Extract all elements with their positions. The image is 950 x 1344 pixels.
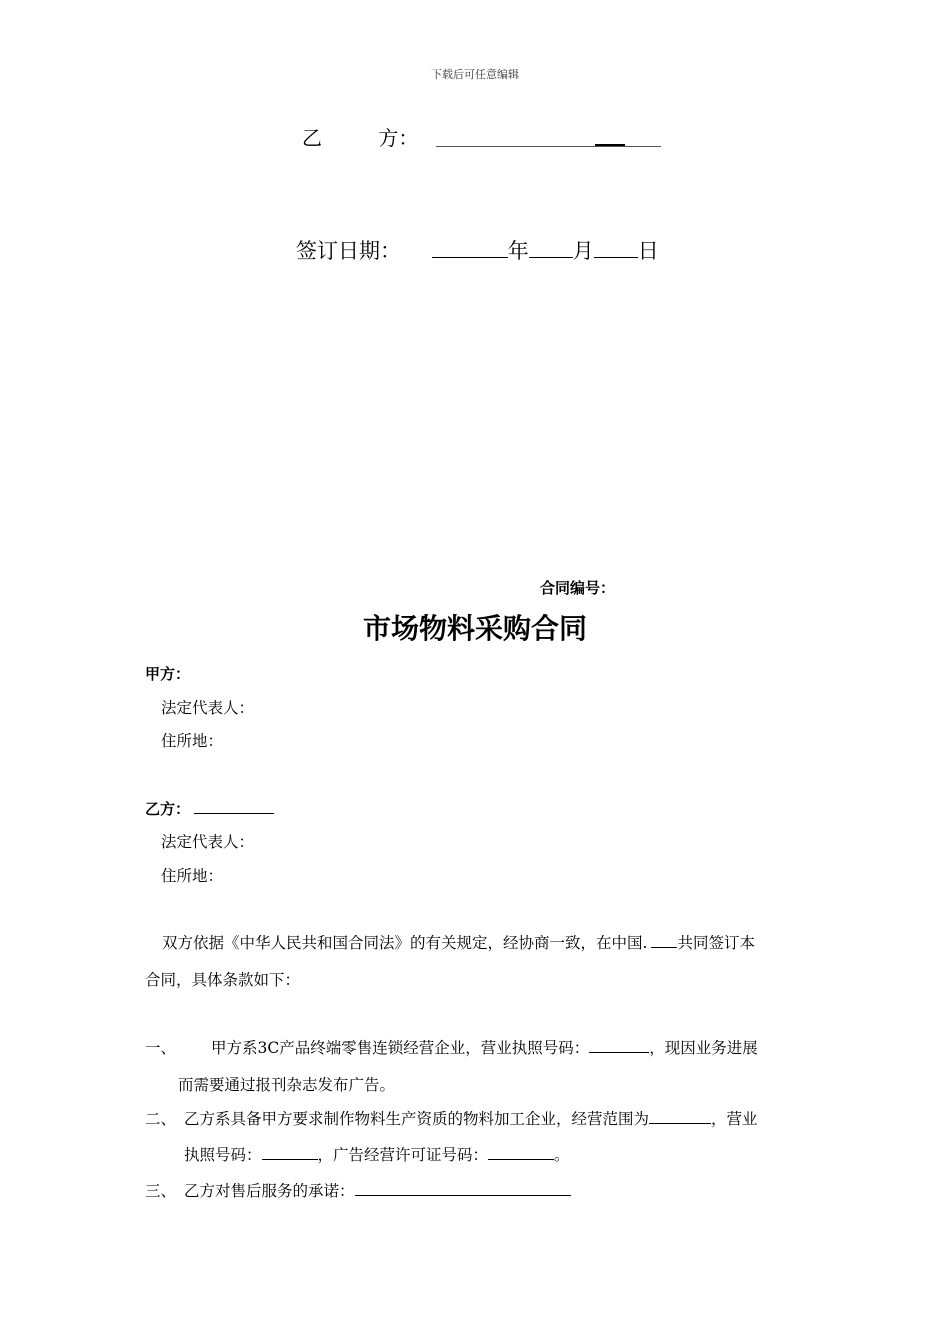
clause-1-number: 一、 [145, 1039, 177, 1057]
day-label: 日 [637, 239, 659, 263]
party-a-rep: 法定代表人： [161, 699, 255, 717]
clause-2-blank-3 [488, 1159, 554, 1160]
intro-line-2: 合同，具体条款如下： [145, 971, 301, 989]
cover-sign-date [296, 236, 659, 266]
intro-line-1 [162, 932, 755, 954]
clause-2-line-1 [184, 1108, 758, 1130]
party-b-line [145, 798, 274, 819]
clause-2-cont-c: 。 [554, 1146, 570, 1164]
clause-2-cont-a: 执照号码： [184, 1146, 262, 1164]
clause-3-blank [355, 1195, 571, 1196]
intro-text-b: 共同签订本 [677, 934, 755, 952]
header-note: 下载后可任意编辑 [431, 68, 519, 81]
month-blank [529, 257, 573, 258]
cover-party-b-label2: 方： [378, 126, 419, 150]
intro-text-a: 双方依据《中华人民共和国合同法》的有关规定，经协商一致，在中国. [162, 934, 648, 952]
clause-2-cont-b: ，广告经营许可证号码： [317, 1146, 489, 1164]
clause-3-text-a: 乙方对售后服务的承诺： [184, 1182, 355, 1200]
intro-blank [651, 947, 677, 948]
clause-2-blank-2 [262, 1159, 318, 1160]
party-b-rep: 法定代表人： [161, 833, 255, 851]
clause-2-text-a: 乙方系具备甲方要求制作物料生产资质的物料加工企业，经营范围为 [184, 1110, 650, 1128]
sign-date-label: 签订日期： [296, 239, 401, 263]
clause-1-text-a: 甲方系3C产品终端零售连锁经营企业，营业执照号码： [211, 1039, 590, 1057]
cover-party-b-blank-mark [595, 144, 625, 146]
clause-1-text-b: ，现因业务进展 [649, 1039, 758, 1057]
cover-party-b-blank [436, 146, 661, 147]
day-blank [594, 257, 638, 258]
party-a-address: 住所地： [161, 732, 224, 750]
year-blank [432, 257, 508, 258]
clause-3-line-1 [184, 1180, 571, 1202]
clause-3-number: 三、 [145, 1182, 177, 1200]
clause-2-line-2 [184, 1144, 570, 1166]
clause-2-blank-1 [649, 1123, 711, 1124]
party-a-label: 甲方： [145, 665, 191, 683]
clause-1-blank [589, 1052, 649, 1053]
clause-2-number: 二、 [145, 1110, 177, 1128]
clause-1-line-1 [211, 1037, 758, 1059]
party-b-address: 住所地： [161, 867, 224, 885]
clause-2-text-b: ，营业 [711, 1110, 758, 1128]
cover-party-b-label: 乙 [302, 126, 322, 150]
cover-party-b-line [302, 124, 418, 152]
clause-1-line-2: 而需要通过报刊杂志发布广告。 [178, 1076, 396, 1094]
month-label: 月 [572, 239, 594, 263]
party-b-label: 乙方： [145, 800, 191, 818]
party-b-blank [194, 813, 274, 814]
contract-title: 市场物料采购合同 [362, 612, 587, 645]
contract-number-label: 合同编号： [540, 579, 616, 597]
year-label: 年 [507, 239, 529, 263]
